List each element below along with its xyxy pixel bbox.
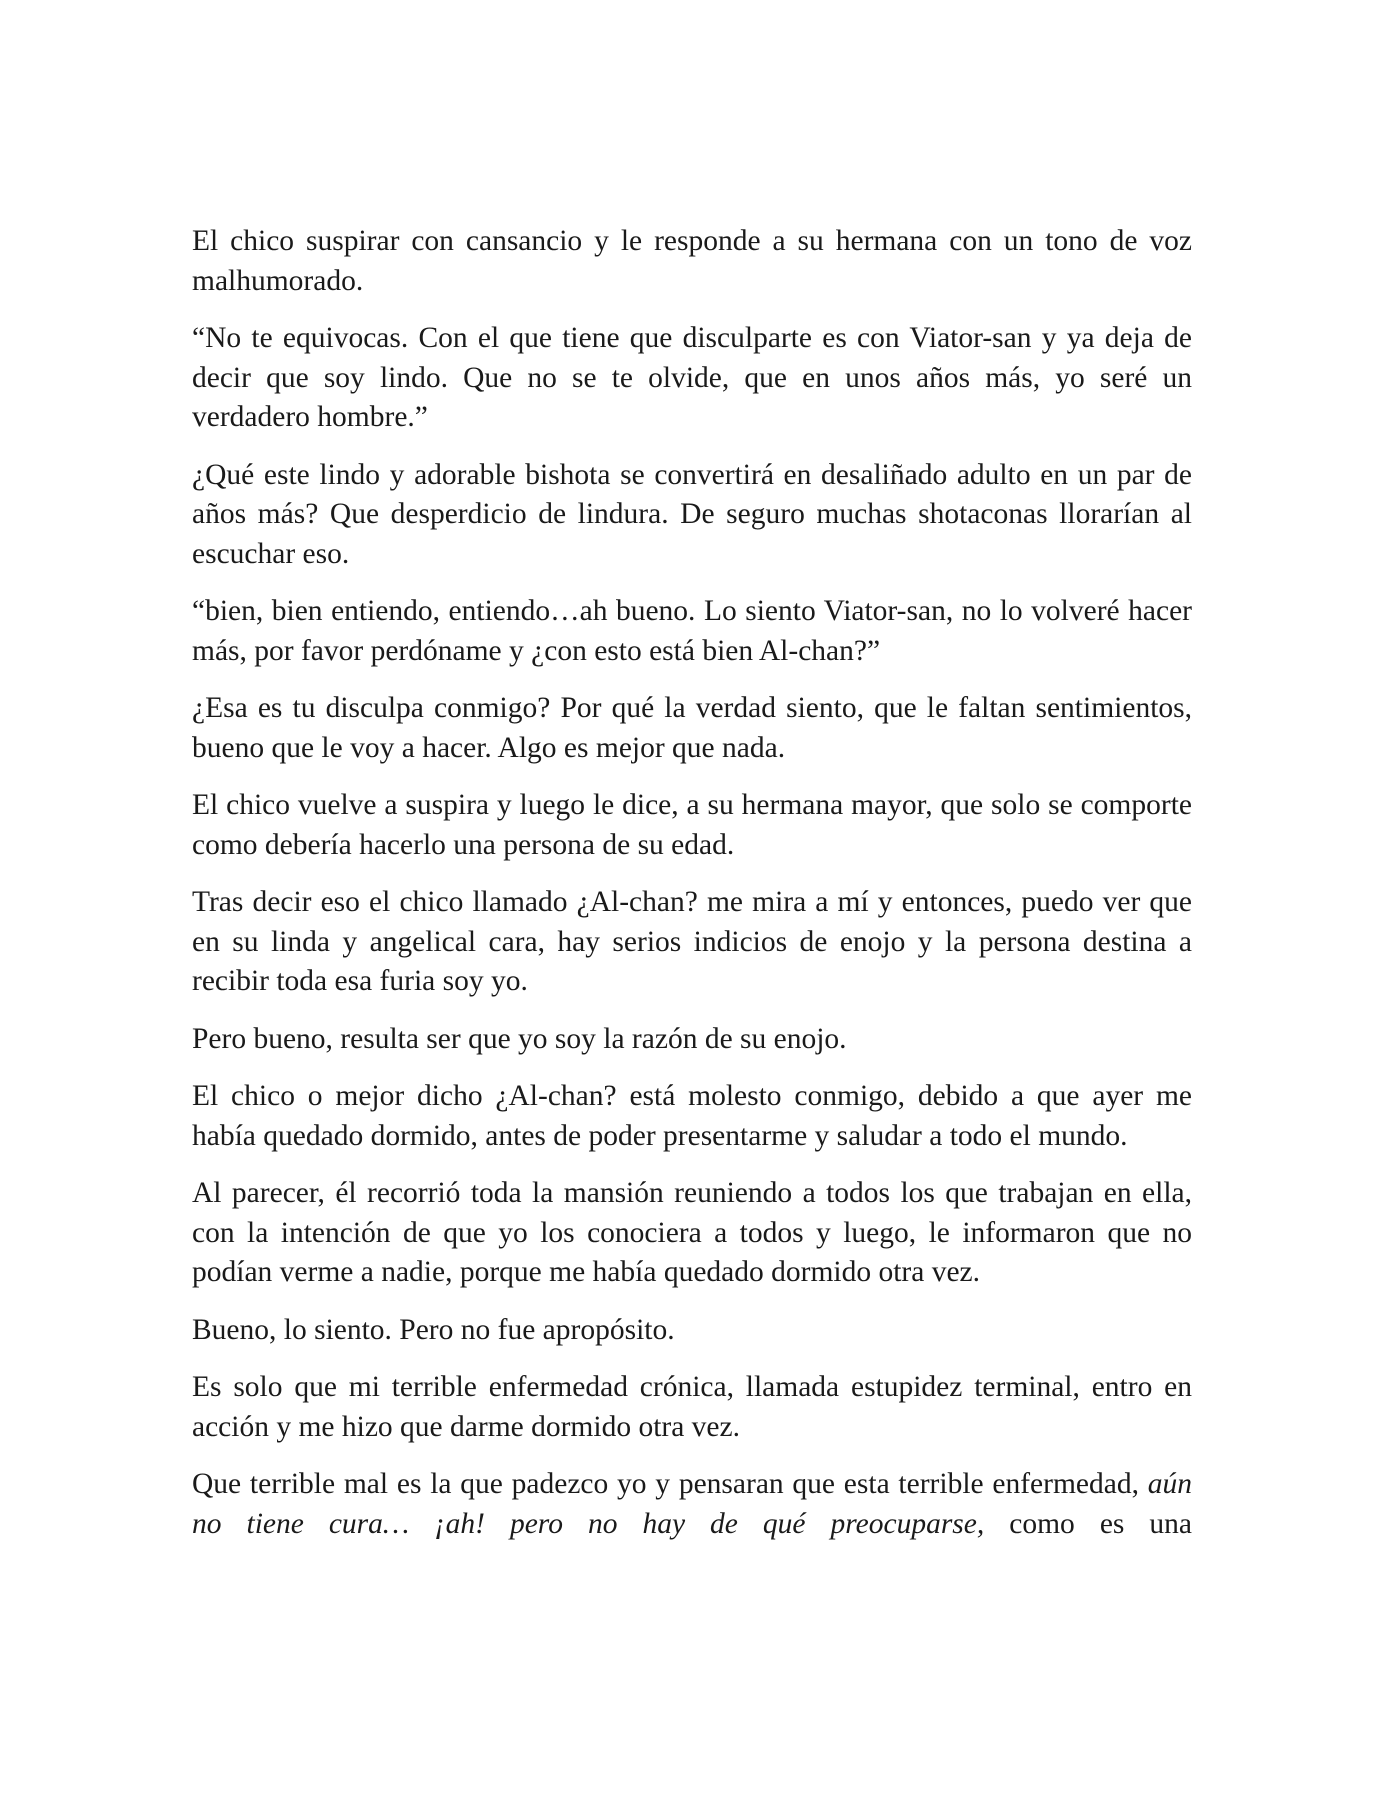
- paragraph-4: “bien, bien entiendo, entiendo…ah bueno. Lo siento Viator-san, no lo volveré hacer más, por favor perdóname y ¿con esto está bien Al-chan?”: [192, 595, 1192, 667]
- paragraph-13-italic: aún no tiene cura… ¡ah! pero no hay de qué preocuparse,: [192, 1468, 1192, 1540]
- paragraph-13-end: como es una: [984, 1507, 1192, 1540]
- paragraph-13: [192, 1465, 1192, 1544]
- paragraph-10: Al parecer, él recorrió toda la mansión reuniendo a todos los que trabajan en ella, con la intención de que yo los conociera a todos y luego, le informaron que no podían verme a nadie, porque me había quedado dormido otra vez.: [192, 1177, 1192, 1288]
- paragraph-3: ¿Qué este lindo y adorable bishota se convertirá en desaliñado adulto en un par de años más? Que desperdicio de lindura. De seguro muchas shotaconas llorarían al escuchar eso.: [192, 458, 1192, 570]
- paragraph-11: Bueno, lo siento. Pero no fue apropósito.: [192, 1313, 675, 1346]
- paragraph-13-text: Que terrible mal es la que padezco yo y pensaran que esta terrible enfermedad,: [192, 1468, 1148, 1500]
- paragraph-2: “No te equivocas. Con el que tiene que disculparte es con Viator-san y ya deja de decir que soy lindo. Que no se te olvide, que en unos años más, yo seré un verdadero hombre.”: [192, 322, 1192, 433]
- paragraph-9: El chico o mejor dicho ¿Al-chan? está molesto conmigo, debido a que ayer me había quedado dormido, antes de poder presentarme y saludar a todo el mundo.: [192, 1080, 1192, 1152]
- paragraph-1: El chico suspirar con cansancio y le responde a su hermana con un tono de voz malhumorado.: [192, 225, 1192, 297]
- paragraph-5: ¿Esa es tu disculpa conmigo? Por qué la verdad siento, que le faltan sentimientos, bueno que le voy a hacer. Algo es mejor que nada.: [192, 692, 1192, 764]
- paragraph-12: Es solo que mi terrible enfermedad crónica, llamada estupidez terminal, entro en acción y me hizo que darme dormido otra vez.: [192, 1371, 1192, 1443]
- paragraph-6: El chico vuelve a suspira y luego le dice, a su hermana mayor, que solo se comporte como debería hacerlo una persona de su edad.: [192, 789, 1192, 861]
- paragraph-7: Tras decir eso el chico llamado ¿Al-chan? me mira a mí y entonces, puedo ver que en su linda y angelical cara, hay serios indicios de enojo y la persona destina a recibir toda esa furia soy yo.: [192, 886, 1192, 997]
- document-page: [192, 222, 1192, 1562]
- paragraph-8: Pero bueno, resulta ser que yo soy la razón de su enojo.: [192, 1022, 847, 1055]
